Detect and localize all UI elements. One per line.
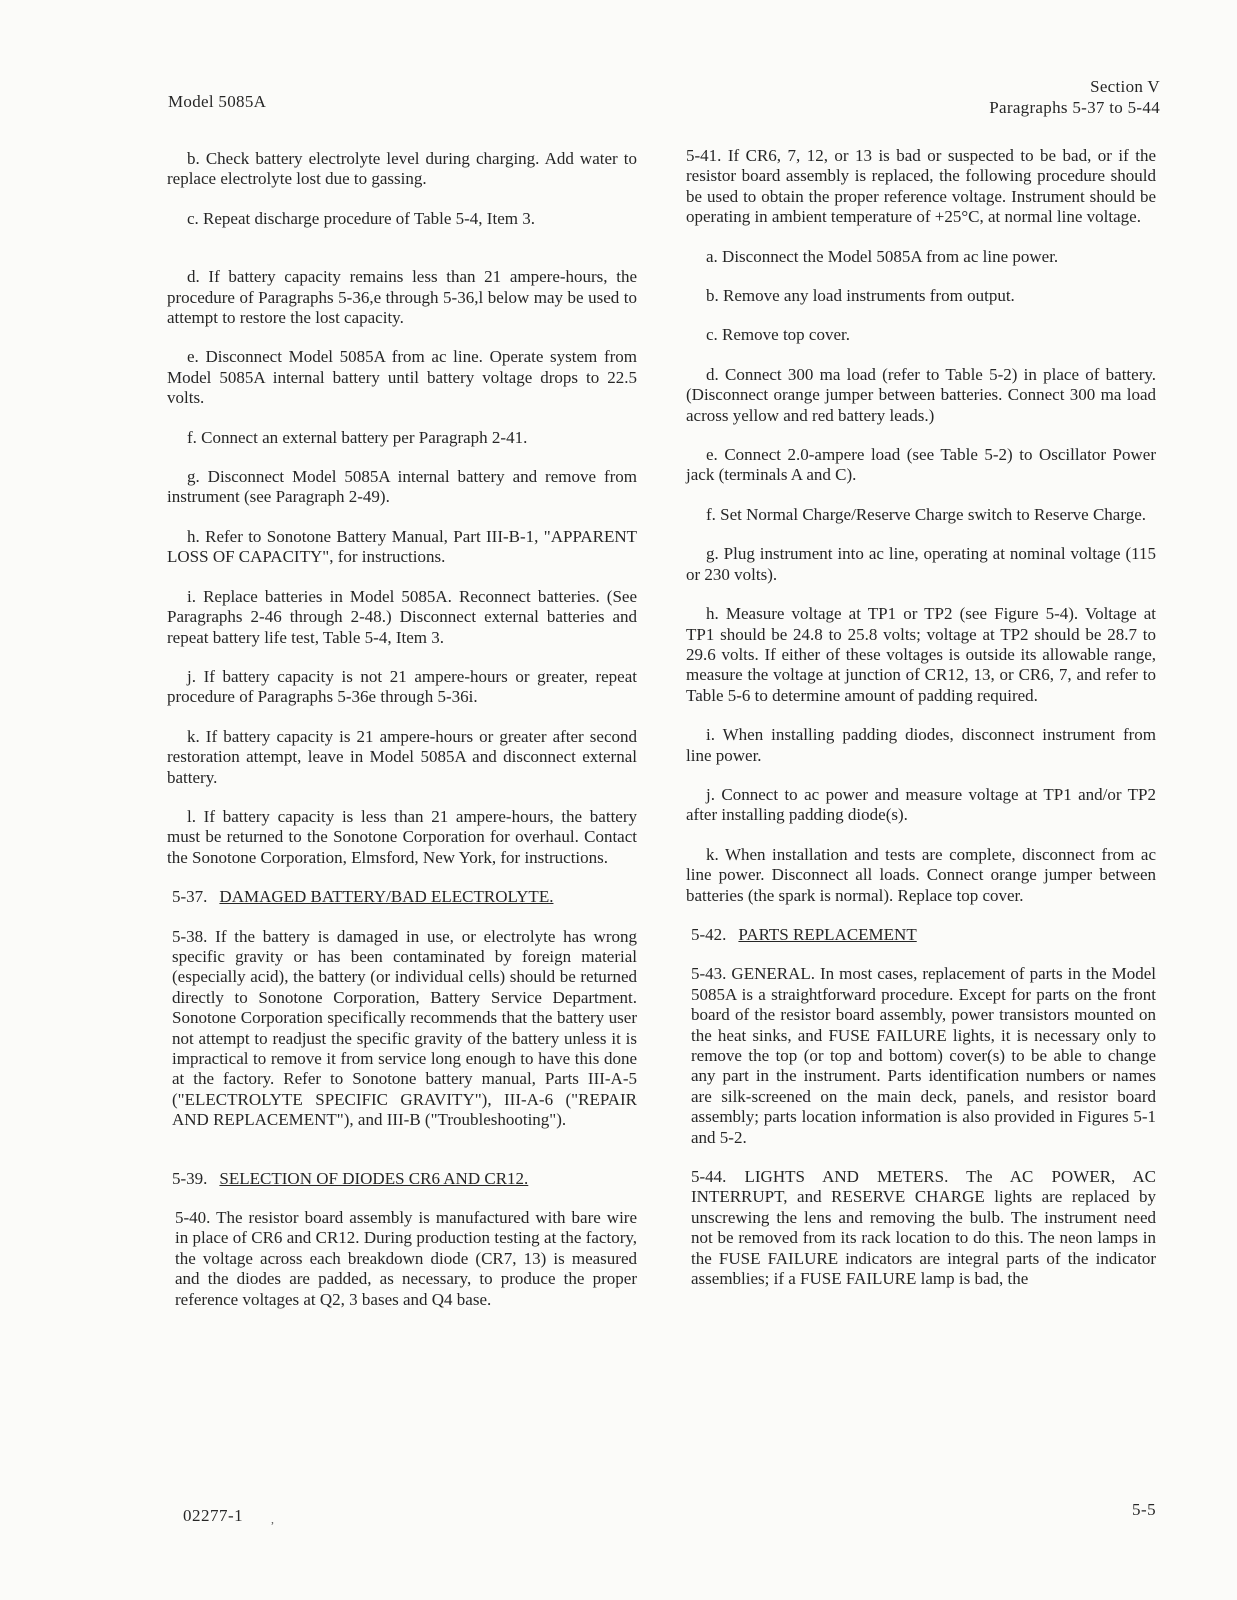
step-e: e. Disconnect Model 5085A from ac line. Operate system from Model 5085A internal battery until battery voltage drops to 22.5 volts. — [167, 347, 637, 408]
step-g: g. Disconnect Model 5085A internal battery and remove from instrument (see Paragraph 2-49). — [167, 467, 637, 507]
header-section-block — [989, 76, 1160, 118]
header-model: Model 5085A — [168, 92, 267, 111]
paragraph-5-38: 5-38. If the battery is damaged in use, or electrolyte has wrong specific gravity or has been contaminated by foreign material (especially acid), the battery (or individual cells) should be returned directly to Sonotone Corporation, Battery Service Department. Sonotone Corporation specifically recommends that the battery user not attempt to readjust the specific gravity of the battery unless it is impractical to remove it from service long enough to have this done at the factory. Refer to Sonotone battery manual, Parts III-A-5 ("ELECTROLYTE SPECIFIC GRAVITY"), III-A-6 ("REPAIR AND REPLACEMENT"), and III-B ("Troubleshooting"). — [172, 926, 637, 1130]
heading-5-37-number: 5-37. — [172, 887, 208, 907]
heading-5-42-title: PARTS REPLACEMENT — [738, 924, 917, 944]
heading-5-42 — [691, 925, 1156, 945]
step-l: l. If battery capacity is less than 21 ampere-hours, the battery must be returned to the Sonotone Corporation for overhaul. Contact the Sonotone Corporation, Elmsford, New York, for instructions. — [167, 806, 637, 867]
step-j-right: j. Connect to ac power and measure voltage at TP1 and/or TP2 after installing padding diode(s). — [686, 784, 1156, 825]
step-h-right: h. Measure voltage at TP1 or TP2 (see Figure 5-4). Voltage at TP1 should be 24.8 to 25.8 volts; voltage at TP2 should be 28.7 to 29.6 volts. If either of these voltages is outside its allowable range, measure the voltage at junction of CR12, 13, or CR6, 7, and refer to Table 5-6 to determine amount of padding required. — [686, 604, 1156, 705]
step-c: c. Repeat discharge procedure of Table 5-4, Item 3. — [187, 208, 535, 228]
step-k-right: k. When installation and tests are complete, disconnect from ac line power. Disconnect all loads. Connect orange jumper between batteries (the spark is normal). Replace top cover. — [686, 844, 1156, 905]
header-paragraphs: Paragraphs 5-37 to 5-44 — [989, 98, 1160, 117]
step-k: k. If battery capacity is 21 ampere-hours or greater after second restoration attempt, leave in Model 5085A and disconnect external battery. — [167, 726, 637, 787]
step-f: f. Connect an external battery per Paragraph 2-41. — [187, 427, 528, 447]
step-e-right: e. Connect 2.0-ampere load (see Table 5-2) to Oscillator Power jack (terminals A and C). — [686, 445, 1156, 485]
step-i: i. Replace batteries in Model 5085A. Reconnect batteries. (See Paragraphs 2-46 through 2-48.) Disconnect external batteries and repeat battery life test, Table 5-4, Item 3. — [167, 586, 637, 647]
heading-5-39-number: 5-39. — [172, 1168, 208, 1188]
paragraph-5-40: 5-40. The resistor board assembly is manufactured with bare wire in place of CR6 and CR12. During production testing at the factory, the voltage across each breakdown diode (CR7, 13) is measured and the diodes are padded, as necessary, to produce the proper reference voltages at Q2, 3 bases and Q4 base. — [175, 1208, 637, 1309]
step-i-right: i. When installing padding diodes, disconnect instrument from line power. — [686, 725, 1156, 765]
step-h: h. Refer to Sonotone Battery Manual, Part III-B-1, "APPARENT LOSS OF CAPACITY", for instructions. — [167, 526, 637, 567]
scan-mark: , — [271, 1512, 274, 1526]
header-section: Section V — [1090, 77, 1160, 96]
step-a: a. Disconnect the Model 5085A from ac line power. — [706, 246, 1059, 266]
heading-5-39 — [172, 1169, 637, 1189]
step-c-right: c. Remove top cover. — [706, 325, 850, 345]
footer-doc-number: 02277-1 — [183, 1506, 244, 1525]
left-column — [167, 149, 637, 1329]
footer-page-number: 5-5 — [1132, 1500, 1157, 1519]
heading-5-37 — [172, 887, 637, 907]
heading-5-39-title: SELECTION OF DIODES CR6 AND CR12. — [219, 1168, 529, 1188]
step-f-right: f. Set Normal Charge/Reserve Charge switch to Reserve Charge. — [706, 504, 1146, 524]
heading-5-37-title: DAMAGED BATTERY/BAD ELECTROLYTE. — [219, 887, 554, 907]
paragraph-5-41: 5-41. If CR6, 7, 12, or 13 is bad or suspected to be bad, or if the resistor board assembly is replaced, the following procedure should be used to obtain the proper reference voltage. Instrument should be operating in ambient temperature of +25°C, at normal line voltage. — [686, 146, 1156, 227]
step-d: d. If battery capacity remains less than 21 ampere-hours, the procedure of Paragraphs 5-36,e through 5-36,l below may be used to attempt to restore the lost capacity. — [167, 267, 637, 328]
right-column — [686, 146, 1156, 1308]
paragraph-5-44: 5-44. LIGHTS AND METERS. The AC POWER, AC INTERRUPT, and RESERVE CHARGE lights are replaced by unscrewing the lens and removing the bulb. The instrument need not be removed from its rack location to do this. The neon lamps in the FUSE FAILURE indicators are integral parts of the indicator assemblies; if a FUSE FAILURE lamp is bad, the — [691, 1167, 1156, 1289]
step-g-right: g. Plug instrument into ac line, operating at nominal voltage (115 or 230 volts). — [686, 544, 1156, 584]
paragraph-5-43: 5-43. GENERAL. In most cases, replacement of parts in the Model 5085A is a straightforward procedure. Except for parts on the front board of the resistor board assembly, power transistors mounted on the heat sinks, and FUSE FAILURE lights, it is necessary only to remove the top (or top and bottom) cover(s) to be able to change any part in the instrument. Parts identification numbers or names are silk-screened on the main deck, panels, and resistor board assembly; parts location information is also provided in Figures 5-1 and 5-2. — [691, 964, 1156, 1147]
step-b: b. Check battery electrolyte level during charging. Add water to replace electrolyte lost due to gassing. — [167, 149, 637, 189]
heading-5-42-number: 5-42. — [691, 924, 727, 944]
step-d-right: d. Connect 300 ma load (refer to Table 5-2) in place of battery. (Disconnect orange jumper between batteries. Connect 300 ma load across yellow and red battery leads.) — [686, 364, 1156, 425]
step-b-right: b. Remove any load instruments from output. — [706, 286, 1015, 306]
step-j: j. If battery capacity is not 21 ampere-hours or greater, repeat procedure of Paragraphs 5-36e through 5-36i. — [167, 666, 637, 707]
